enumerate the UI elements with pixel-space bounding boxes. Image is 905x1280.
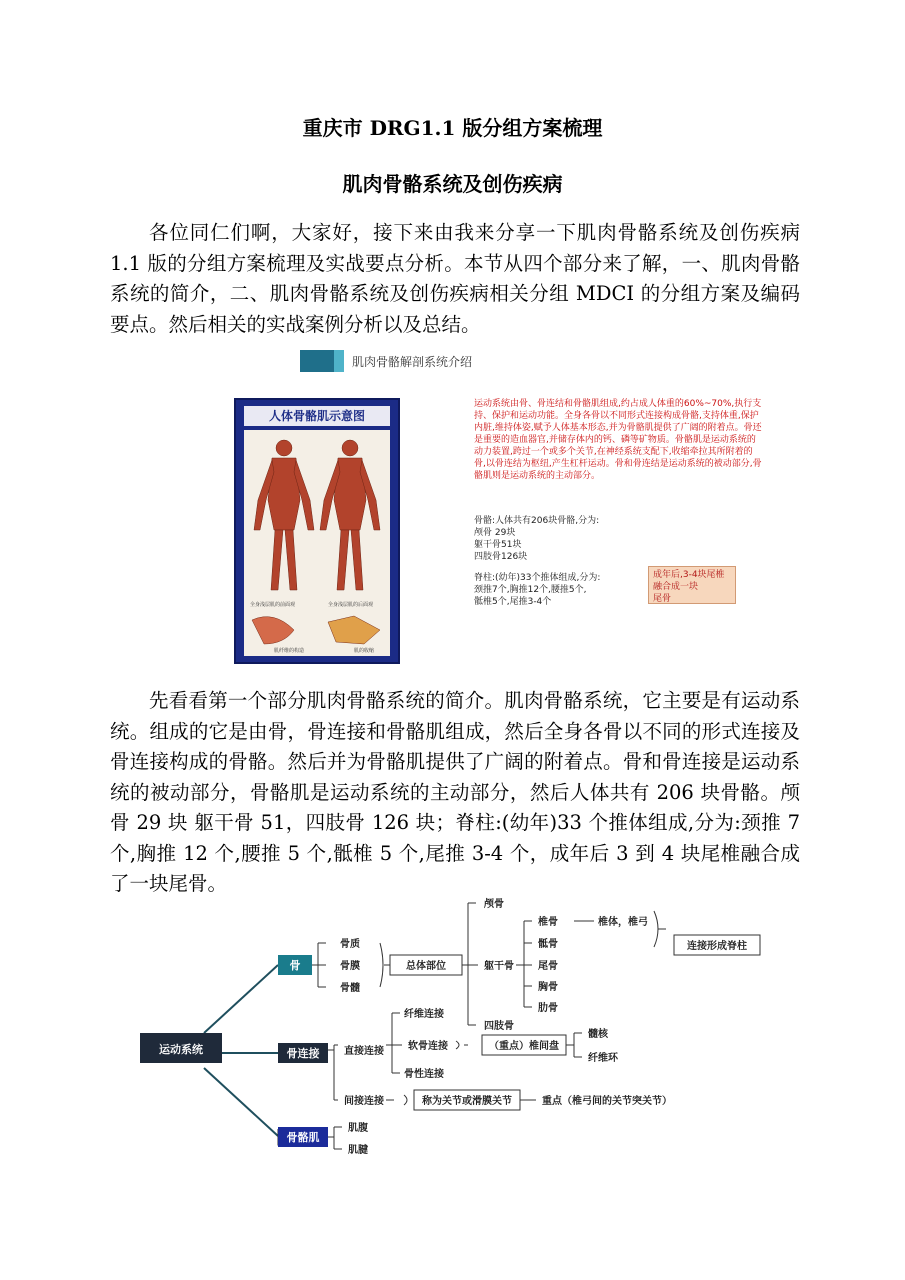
bone-count-text: 骨骼:人体共有206块骨骼,分为: 颅骨 29块 躯干骨51块 四肢骨126块 [474,516,600,562]
poster-label: 肌的收缩 [354,648,375,654]
poster-title: 人体骨骼肌示意图 [244,406,390,426]
page-subtitle: 肌肉骨骼系统及创伤疾病 [342,172,563,196]
vertebra-label: 椎体，椎弓 [598,917,648,928]
bone-label: 骨 [289,959,301,972]
indirect-name: 称为关节或滑膜关节 [422,1096,512,1107]
bone-part: 骨质 [340,939,360,950]
bone-part: 骨髓 [340,983,360,994]
section-banner [300,350,472,372]
indirect-label: 间接连接 [344,1096,384,1107]
banner-label: 肌肉骨骼解剖系统介绍 [352,354,473,369]
poster-label: 全身浅层肌的后面观 [328,602,374,608]
description-text: 运动系统由骨、骨连结和骨骼肌组成,约占成人体重的60%~70%,执行支持、保护和运动功能。全身各骨以不同形式连接构成骨骼,支持体重,保护内脏,维持体姿,赋予人体基本形态,并为骨骼肌提供了广阔的附着点。骨还是重要的造血器官,并储存体内的钙、磷等矿物质。骨骼肌是运动系统的动力装置,跨过一个或多个关节,在神经系统支配下,收缩牵拉其所附着的骨,以骨连结为枢纽,产生杠杆运动。 [474,399,762,469]
banner-accent [334,350,344,372]
trunk-part: 椎骨 [538,917,558,928]
page-title: 重庆市 DRG1.1 版分组方案梳理 [302,116,603,140]
disc-part: 纤维环 [588,1053,618,1064]
poster-body [244,430,390,656]
motion-system-description [474,398,762,482]
bone-part: 骨膜 [340,961,360,972]
muscle-label: 骨骼肌 [286,1131,320,1144]
spine-text: 脊柱:(幼年)33个推体组成,分为: 颈推7个,胸推12个,腰推5个, 骶椎5个,尾推3-4个 [474,573,601,607]
section1-paragraph: 先看看第一个部分肌肉骨骼系统的简介。肌肉骨骼系统，它主要是有运动系统。组成的它是由骨，骨连接和骨骼肌组成，然后全身各骨以不同的形式连接及骨连接构成的骨骼。然后并为骨骼肌提供了广阔的附着点。骨和骨连接是运动系统的被动部分，骨骼肌是运动系统的主动部分，然后人体共有 206 块骨骼。颅骨 29 块 躯干骨 51，四肢骨 126 块；脊柱:(幼年)33 个推体组成,分为:颈推 7 个,胸推 12 个,腰推 5 个,骶椎 5 个,尾推 3-4 个，成年后 3 到 4 块尾椎融合成了一块尾骨。 [110,689,800,895]
limb-label: 四肢骨 [484,1021,514,1032]
poster-label: 肌纤维的构造 [274,648,305,654]
motion-system-diagram [128,893,778,1168]
direct-part: 骨性连接 [404,1069,444,1080]
overall-label: 总体部位 [406,961,446,972]
spine-form-label: 连接形成脊柱 [687,941,747,952]
muscle-poster [234,398,400,664]
trunk-part: 尾骨 [538,961,558,972]
direct-label: 直接连接 [344,1046,384,1057]
root-label: 运动系统 [159,1043,203,1056]
poster-label: 全身浅层肌的前面观 [250,602,296,608]
anatomy-figure [150,350,760,670]
muscle-part: 肌腹 [348,1123,368,1134]
muscle-part: 肌腱 [348,1145,368,1156]
disc-part: 髓核 [588,1029,608,1040]
trunk-label: 躯干骨 [484,961,514,972]
skull-label: 颅骨 [484,899,504,910]
muscle-figures-image [244,430,390,656]
joint-label: 骨连接 [286,1047,320,1060]
coccyx-note-box: 成年后,3-4块尾椎 融合成一块 尾骨 [648,566,736,604]
description-emphasis: 骨和骨连结是运动系统的被动部分,骨骼肌则是运动系统的主动部分。 [474,459,762,481]
indirect-note: 重点（椎弓间的关节突关节） [542,1096,672,1107]
banner-bar [300,350,334,372]
trunk-part: 胸骨 [538,982,558,993]
disc-label: （重点）椎间盘 [489,1041,559,1052]
direct-part: 软骨连接 [408,1041,448,1052]
trunk-part: 肋骨 [538,1003,558,1014]
trunk-part: 骶骨 [538,939,558,950]
intro-paragraph: 各位同仁们啊，大家好，接下来由我来分享一下肌肉骨骼系统及创伤疾病 1.1 版的分组方案梳理及实战要点分析。本节从四个部分来了解，一、肌肉骨骼系统的简介，二、肌肉骨骼系统及创伤疾病相关分组 MDCI 的分组方案及编码要点。然后相关的实战案例分析以及总结。 [110,221,800,336]
direct-part: 纤维连接 [404,1009,444,1020]
